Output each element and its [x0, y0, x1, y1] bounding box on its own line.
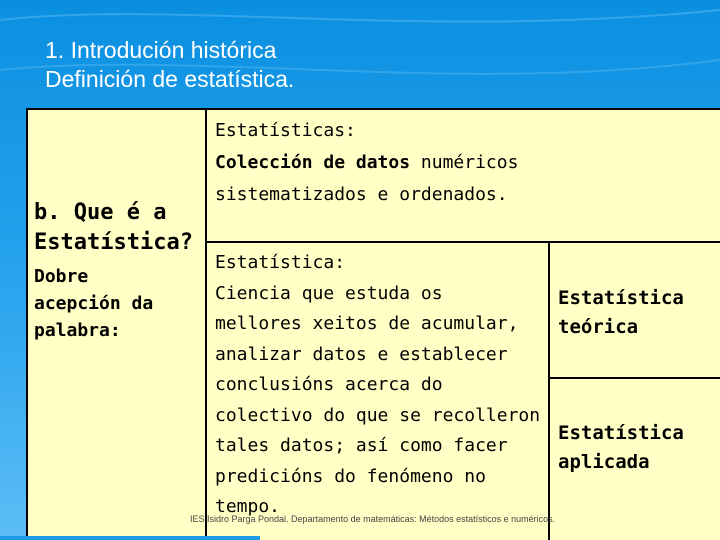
divider-vertical-right [548, 241, 550, 540]
estatistica-line-8: predicións do fenómeno no [215, 465, 486, 487]
section-heading-line-1: b. Que é a [34, 200, 167, 225]
estatisticas-bold-term: Colección de datos [215, 152, 411, 173]
estatistica-aplicada-label [558, 419, 684, 477]
section-subheading-line-2: acepción da [34, 293, 154, 314]
section-subheading-line-1: Dobre [34, 266, 89, 287]
teorica-line-1: Estatística [558, 287, 684, 309]
estatistica-line-4: analizar datos e establecer [215, 343, 508, 365]
divider-vertical-left [205, 108, 207, 540]
estatisticas-line-2 [215, 147, 518, 179]
divider-horizontal-mid [205, 241, 720, 243]
estatistica-line-6: colectivo do que se recolleron [215, 404, 541, 426]
section-subheading [34, 263, 153, 344]
estatistica-line-3: mellores xeitos de acumular, [215, 313, 519, 334]
estatistica-label: Estatística [215, 252, 335, 273]
estatisticas-line-3: sistematizados e ordenados. [215, 184, 508, 205]
estatistica-colon: : [334, 252, 346, 273]
estatistica-definition [215, 248, 540, 523]
divider-horizontal-right [548, 377, 720, 379]
teorica-line-2: teórica [558, 316, 639, 338]
estatistica-line-5: conclusións acerca do [215, 374, 443, 395]
estatistica-line-9: tempo. [215, 496, 281, 517]
estatistica-line-2-rest: que estuda os [290, 282, 443, 304]
estatistica-line-2 [215, 279, 540, 310]
estatistica-line-7: tales datos; así como facer [215, 435, 508, 456]
estatistica-term: Ciencia [215, 282, 291, 304]
estatisticas-label: Estatísticas: [215, 120, 356, 141]
estatistica-label-line [215, 248, 540, 279]
section-subheading-line-3: palabra: [34, 320, 121, 341]
slide-footer: IES Isidro Parga Pondal. Departamento de matemáticas: Métodos estatísticos e numéricos. [190, 514, 556, 524]
section-heading [34, 198, 193, 258]
slide-title [45, 36, 294, 94]
estatistica-teorica-label [558, 284, 684, 342]
title-line-1: 1. Introdución histórica [45, 37, 277, 63]
estatisticas-definition [215, 115, 518, 211]
estatisticas-line-2-rest: numéricos [410, 152, 519, 173]
title-line-2: Definición de estatística. [45, 66, 295, 92]
aplicada-line-2: aplicada [558, 451, 650, 473]
aplicada-line-1: Estatística [558, 422, 684, 444]
bottom-accent-bar [0, 536, 260, 540]
section-heading-line-2: Estatística? [34, 230, 193, 255]
